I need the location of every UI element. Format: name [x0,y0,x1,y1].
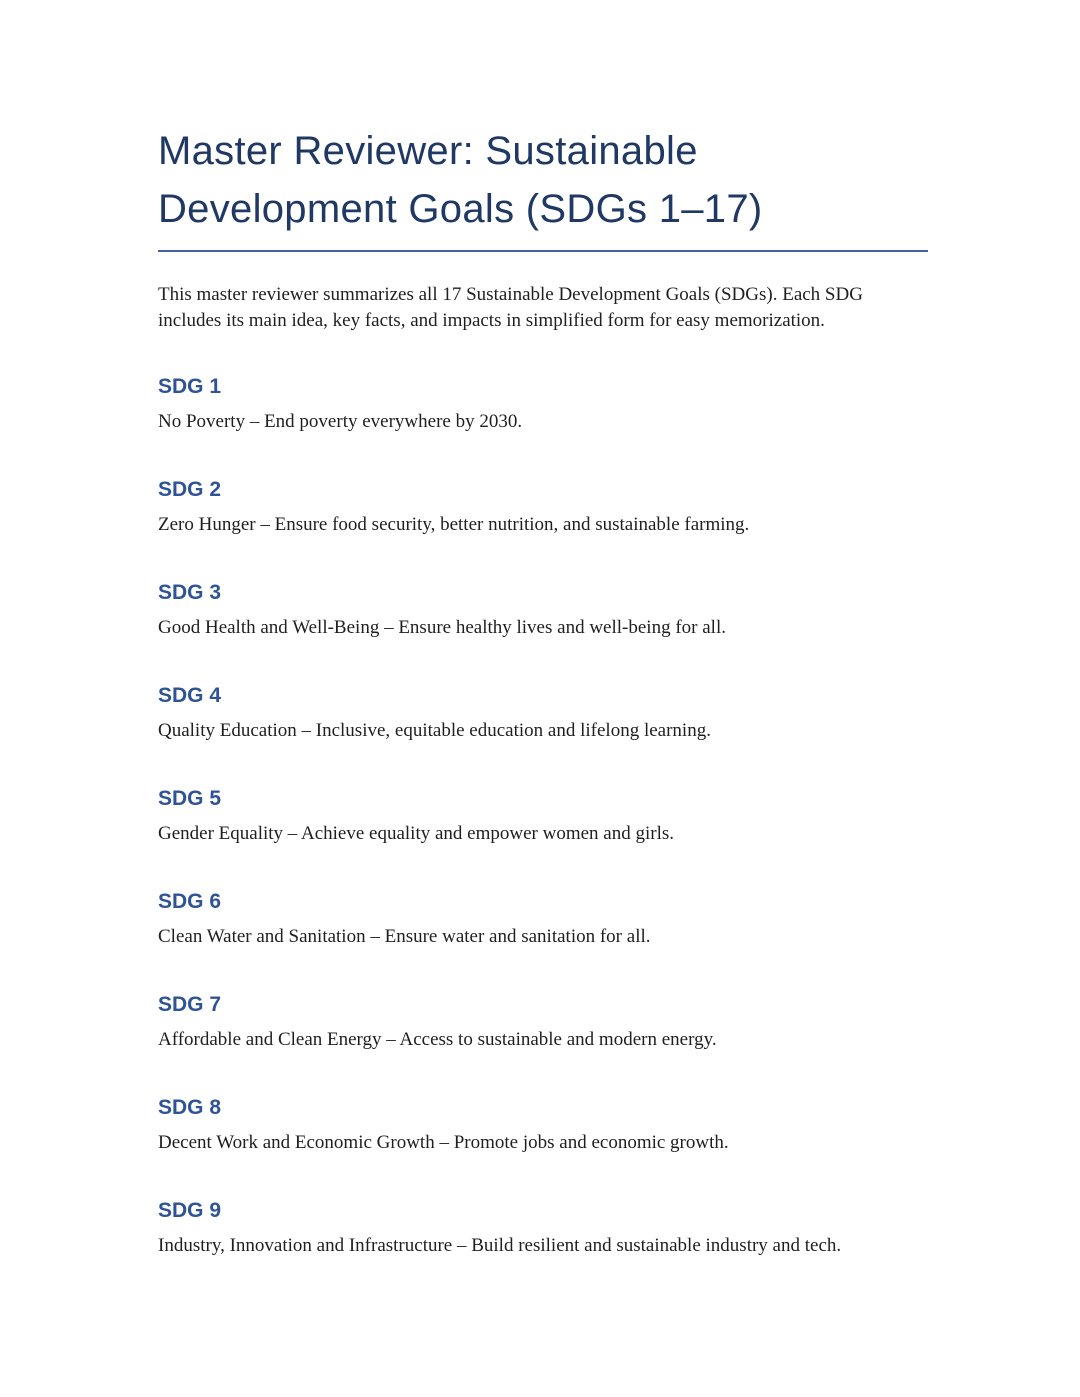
sdg-3-heading: SDG 3 [158,581,222,604]
sdg-6-description: Clean Water and Sanitation – Ensure water and sanitation for all. [158,926,651,947]
sdg-6-section [158,889,938,950]
sdg-9-section [158,1198,938,1259]
sdg-2-section [158,477,938,538]
sdg-4-section [158,683,938,744]
sdg-8-section [158,1095,938,1156]
sdg-3-section [158,580,938,641]
sdg-6-heading: SDG 6 [158,890,222,913]
sdg-3-description: Good Health and Well-Being – Ensure healthy lives and well-being for all. [158,617,726,638]
sdg-7-heading: SDG 7 [158,993,222,1016]
sdg-5-description: Gender Equality – Achieve equality and empower women and girls. [158,823,675,844]
sdg-7-description: Affordable and Clean Energy – Access to sustainable and modern energy. [158,1029,717,1050]
sdg-1-description: No Poverty – End poverty everywhere by 2030. [158,411,523,432]
sdg-2-description: Zero Hunger – Ensure food security, better nutrition, and sustainable farming. [158,514,750,535]
sdg-1-section [158,374,938,435]
sdg-9-heading: SDG 9 [158,1199,222,1222]
sdg-2-heading: SDG 2 [158,478,222,501]
sdg-9-description: Industry, Innovation and Infrastructure – Build resilient and sustainable industry and tech. [158,1235,842,1256]
sdg-5-heading: SDG 5 [158,787,222,810]
sdg-4-heading: SDG 4 [158,684,222,707]
sdg-8-description: Decent Work and Economic Growth – Promote jobs and economic growth. [158,1132,729,1153]
sdg-7-section [158,992,938,1053]
sdg-8-heading: SDG 8 [158,1096,222,1119]
intro-paragraph: This master reviewer summarizes all 17 Sustainable Development Goals (SDGs). Each SDG includes its main idea, key facts, and impacts in simplified form for easy memorization. [158,284,863,331]
document-title: Master Reviewer: Sustainable Development Goals (SDGs 1–17) [158,122,928,252]
sdg-5-section [158,786,938,847]
sdg-4-description: Quality Education – Inclusive, equitable education and lifelong learning. [158,720,711,741]
sdg-1-heading: SDG 1 [158,375,222,398]
